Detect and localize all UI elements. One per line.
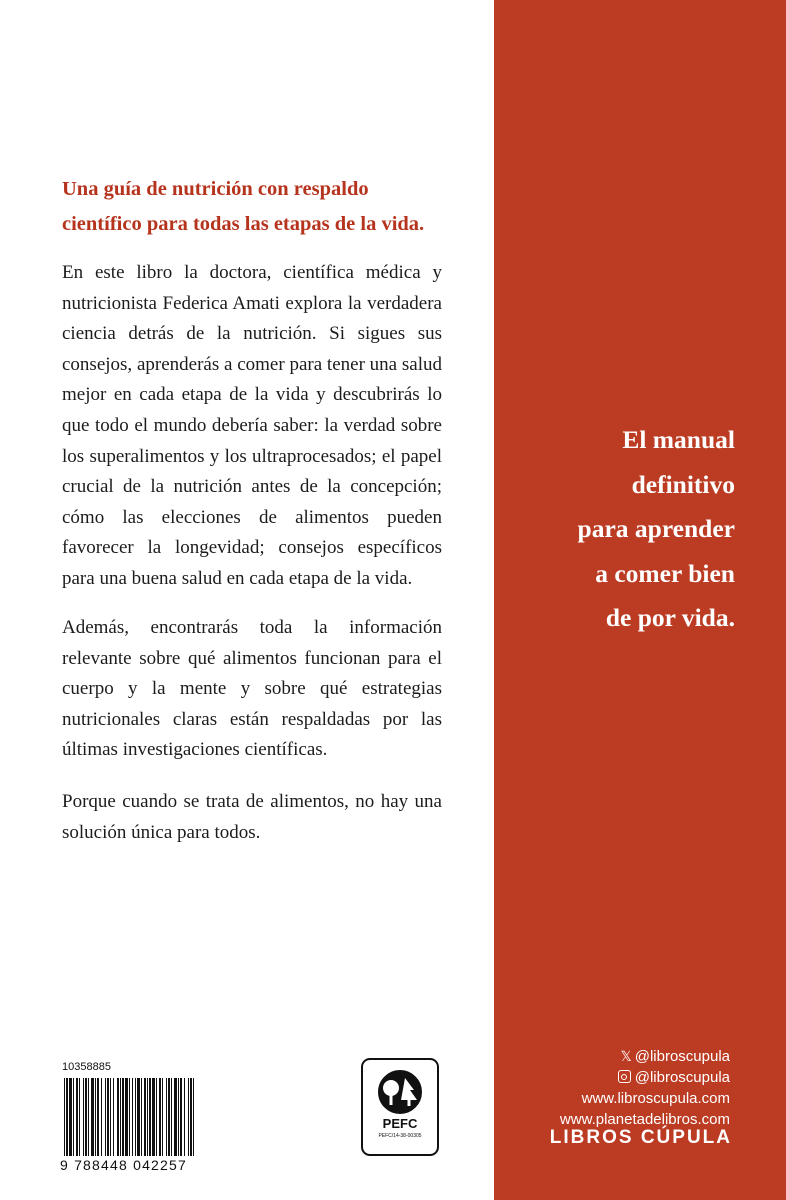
barcode-bar bbox=[125, 1078, 128, 1156]
barcode-bar bbox=[132, 1078, 133, 1156]
x-contact[interactable] bbox=[560, 1046, 730, 1067]
publisher-contacts bbox=[560, 1046, 730, 1130]
instagram-handle: @libroscupula bbox=[634, 1069, 730, 1086]
barcode-bar bbox=[166, 1078, 167, 1156]
synopsis-paragraph-3: Porque cuando se trata de alimentos, no hay una solución única para todos. bbox=[62, 791, 442, 843]
pefc-code: PEFC/14-38-00305 bbox=[378, 1133, 422, 1139]
website-link-2[interactable]: www.planetadelibros.com bbox=[559, 1111, 730, 1128]
barcode-bar bbox=[105, 1078, 106, 1156]
synopsis-paragraph-2: Además, encontrarás toda la información relevante sobre qué alimentos funcionan para el cuerpo y la mente y sobre qué estrategias nutricionales claras están respaldadas por las últimas investigaciones científicas. bbox=[62, 617, 442, 761]
barcode-bar bbox=[149, 1078, 151, 1156]
barcode-bar bbox=[174, 1078, 177, 1156]
barcode-bar bbox=[129, 1078, 130, 1156]
barcode-bar bbox=[156, 1078, 157, 1156]
synopsis-paragraph-1: En este libro la doctora, científica médica y nutricionista Federica Amati explora la verdadera ciencia detrás de la nutrición. Si sigues sus consejos, aprenderás a comer para tener una salud mejor en cada etapa de la vida y descubrirás lo que todo el mundo debería saber: la verdad sobre los superalimentos y los ultraprocesados; el papel crucial de la nutrición antes de la concepción; cómo las elecciones de alimentos pueden favorecer la longevidad; consejos específicos para una buena salud en cada etapa de la vida. bbox=[62, 262, 442, 589]
barcode-bar bbox=[88, 1078, 89, 1156]
website-link[interactable]: www.libroscupula.com bbox=[581, 1090, 730, 1107]
instagram-icon bbox=[618, 1070, 631, 1083]
isbn-barcode bbox=[62, 1078, 198, 1156]
barcode-bar bbox=[135, 1078, 136, 1156]
barcode-bar bbox=[113, 1078, 114, 1156]
barcode-bar bbox=[69, 1078, 72, 1156]
barcode-bar bbox=[184, 1078, 185, 1156]
pull-quote-line: de por vida. bbox=[605, 603, 735, 633]
pull-quote bbox=[540, 418, 735, 641]
instagram-contact[interactable] bbox=[560, 1067, 730, 1088]
barcode-bar bbox=[101, 1078, 102, 1156]
pefc-certification-badge bbox=[361, 1058, 439, 1156]
pull-quote-line: a comer bien bbox=[595, 558, 735, 588]
barcode-bar bbox=[188, 1078, 189, 1156]
barcode-bar bbox=[144, 1078, 146, 1156]
barcode-bar bbox=[66, 1078, 68, 1156]
barcode-bar bbox=[178, 1078, 179, 1156]
barcode-bar bbox=[180, 1078, 182, 1156]
barcode-bar bbox=[162, 1078, 163, 1156]
barcode-bar bbox=[110, 1078, 111, 1156]
publisher-logo: LIBROS CÚPULA bbox=[549, 1127, 732, 1148]
barcode-bar bbox=[152, 1078, 155, 1156]
barcode-bar bbox=[91, 1078, 94, 1156]
barcode-bar bbox=[64, 1078, 65, 1156]
barcode-bar bbox=[73, 1078, 74, 1156]
barcode-bar bbox=[95, 1078, 96, 1156]
barcode-bar bbox=[137, 1078, 140, 1156]
barcode-bar bbox=[147, 1078, 148, 1156]
barcode-bar bbox=[159, 1078, 161, 1156]
barcode-code: 10358885 bbox=[62, 1061, 111, 1073]
x-logo-icon: 𝕏 bbox=[620, 1048, 632, 1064]
isbn-number: 9 788448 042257 bbox=[60, 1157, 187, 1173]
barcode-bar bbox=[141, 1078, 142, 1156]
barcode-bar bbox=[120, 1078, 121, 1156]
x-handle: @libroscupula bbox=[634, 1048, 730, 1065]
pefc-label: PEFC bbox=[382, 1116, 418, 1131]
barcode-bar bbox=[122, 1078, 124, 1156]
barcode-bar bbox=[193, 1078, 194, 1156]
pefc-tree-logo-icon bbox=[373, 1068, 427, 1116]
pull-quote-line: definitivo bbox=[631, 469, 735, 499]
pull-quote-line: para aprender bbox=[577, 514, 735, 544]
barcode-bar bbox=[117, 1078, 119, 1156]
pull-quote-line: El manual bbox=[622, 425, 735, 454]
barcode-bar bbox=[83, 1078, 84, 1156]
barcode-bar bbox=[107, 1078, 109, 1156]
barcode-bar bbox=[97, 1078, 99, 1156]
barcode-bar bbox=[168, 1078, 170, 1156]
barcode-bar bbox=[171, 1078, 172, 1156]
tagline: Una guía de nutrición con respaldo científico para todas las etapas de la vida. bbox=[62, 178, 425, 235]
barcode-bar bbox=[79, 1078, 80, 1156]
barcode-bar bbox=[76, 1078, 78, 1156]
barcode-bar bbox=[85, 1078, 87, 1156]
barcode-bar bbox=[190, 1078, 192, 1156]
